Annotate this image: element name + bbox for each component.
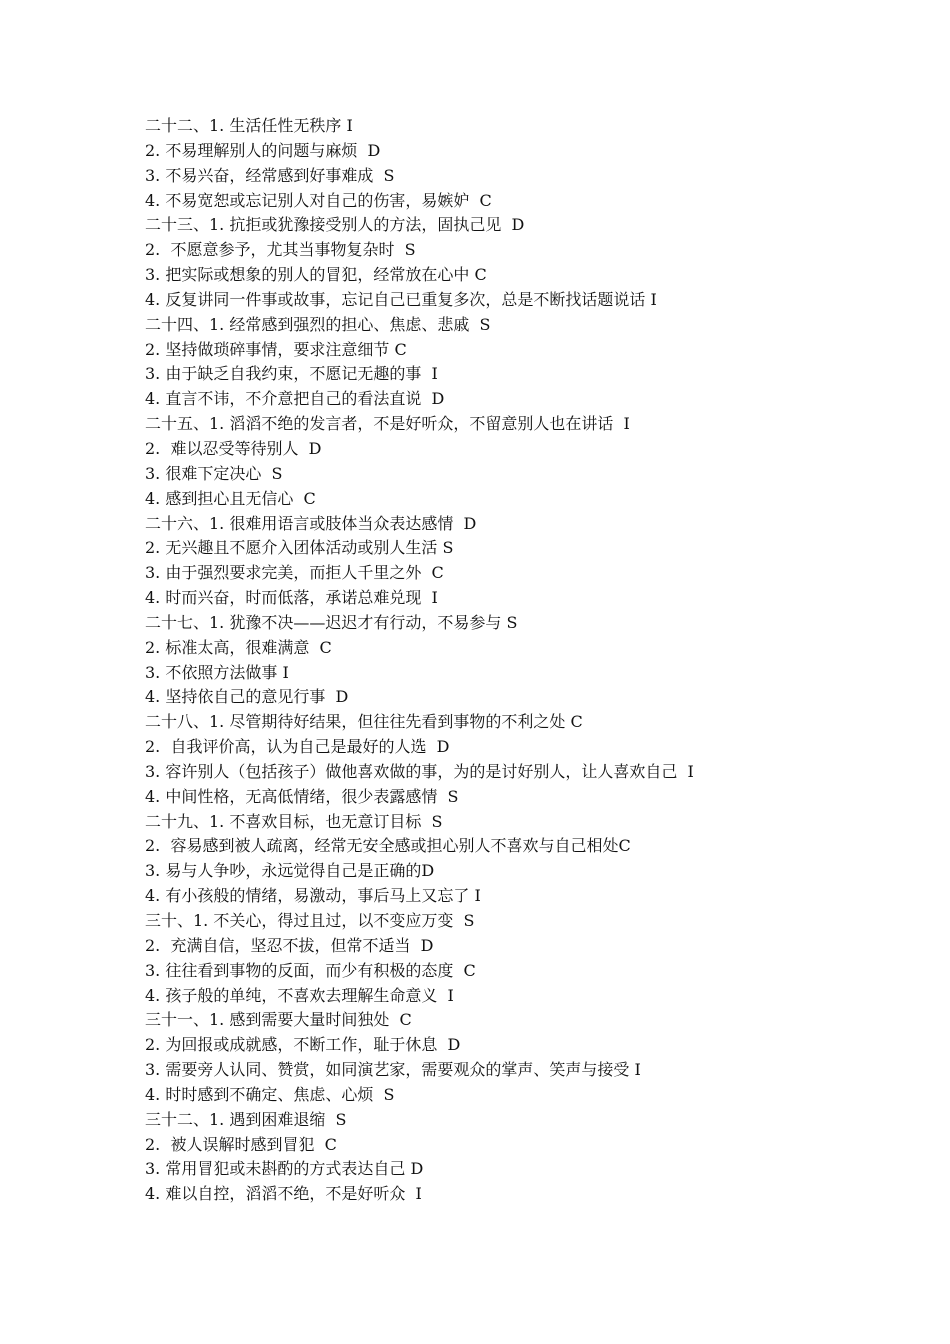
text-line: 二十九、1. 不喜欢目标，也无意订目标 S [145,811,443,831]
text-line: 4. 难以自控，滔滔不绝，不是好听众 I [145,1184,422,1204]
text-line: 二十八、1. 尽管期待好结果，但往往先看到事物的不利之处 C [145,712,583,732]
questionnaire-text [145,114,925,1207]
text-line: 3. 由于强烈要求完美，而拒人千里之外 C [145,563,444,583]
text-line: 三十、1. 不关心，得过且过，以不变应万变 S [145,911,475,930]
text-line: 4. 感到担心且无信心 C [145,488,316,508]
text-line: 2. 难以忍受等待别人 D [145,438,322,458]
text-line: 4. 反复讲同一件事或故事，忘记自己已重复多次，总是不断找话题说话 I [145,289,657,309]
text-line: 2. 充满自信，坚忍不拔，但常不适当 D [145,935,434,955]
text-line: 二十六、1. 很难用语言或肢体当众表达感情 D [145,513,477,533]
text-line: 2. 不愿意参予，尤其当事物复杂时 S [145,240,416,260]
text-line: 4. 不易宽恕或忘记别人对自己的伤害，易嫉妒 C [145,190,492,210]
text-line: 3. 常用冒犯或未斟酌的方式表达自己 D [145,1159,424,1179]
text-line: 4. 有小孩般的情绪，易激动，事后马上又忘了 I [145,886,481,906]
text-line: 4. 中间性格，无高低情绪，很少表露感情 S [145,786,459,806]
text-line: 2. 容易感到被人疏离，经常无安全感或担心别人不喜欢与自己相处C [145,836,631,856]
text-line: 3. 不易兴奋，经常感到好事难成 S [145,165,395,185]
text-line: 2. 不易理解别人的问题与麻烦 D [145,140,381,160]
text-line: 3. 需要旁人认同、赞赏，如同演艺家，需要观众的掌声、笑声与接受 I [145,1060,641,1080]
text-line: 2. 为回报或成就感，不断工作，耻于休息 D [145,1035,461,1055]
text-line: 2. 标准太高，很难满意 C [145,637,332,657]
text-line: 4. 直言不讳，不介意把自己的看法直说 D [145,389,445,409]
text-line: 三十二、1. 遇到困难退缩 S [145,1109,347,1129]
text-line: 4. 坚持依自己的意见行事 D [145,687,349,707]
text-line: 2. 无兴趣且不愿介入团体活动或别人生活 S [145,538,454,558]
text-line: 3. 容许别人（包括孩子）做他喜欢做的事，为的是讨好别人，让人喜欢自己 I [145,761,694,781]
text-line: 二十二、1. 生活任性无秩序 I [145,116,353,135]
text-line: 2. 被人误解时感到冒犯 C [145,1134,337,1154]
text-line: 3. 由于缺乏自我约束，不愿记无趣的事 I [145,364,438,384]
text-line: 二十七、1. 犹豫不决——迟迟才有行动，不易参与 S [145,612,518,632]
text-line: 二十四、1. 经常感到强烈的担心、焦虑、悲戚 S [145,314,491,334]
text-line: 3. 很难下定决心 S [145,463,283,483]
text-line: 二十三、1. 抗拒或犹豫接受别人的方法，固执己见 D [145,215,525,235]
text-line: 4. 孩子般的单纯，不喜欢去理解生命意义 I [145,985,454,1005]
text-line: 三十一、1. 感到需要大量时间独处 C [145,1010,412,1030]
text-line: 二十五、1. 滔滔不绝的发言者，不是好听众，不留意别人也在讲话 I [145,414,630,434]
text-line: 2. 自我评价高，认为自己是最好的人选 D [145,737,450,757]
text-line: 3. 不依照方法做事 I [145,662,289,682]
text-line: 2. 坚持做琐碎事情，要求注意细节 C [145,339,407,359]
text-line: 3. 往往看到事物的反面，而少有积极的态度 C [145,960,476,980]
text-line: 4. 时而兴奋，时而低落，承诺总难兑现 I [145,588,438,608]
text-line: 4. 时时感到不确定、焦虑、心烦 S [145,1084,395,1104]
text-line: 3. 易与人争吵，永远觉得自己是正确的D [145,861,435,881]
text-line: 3. 把实际或想象的别人的冒犯，经常放在心中 C [145,265,487,285]
